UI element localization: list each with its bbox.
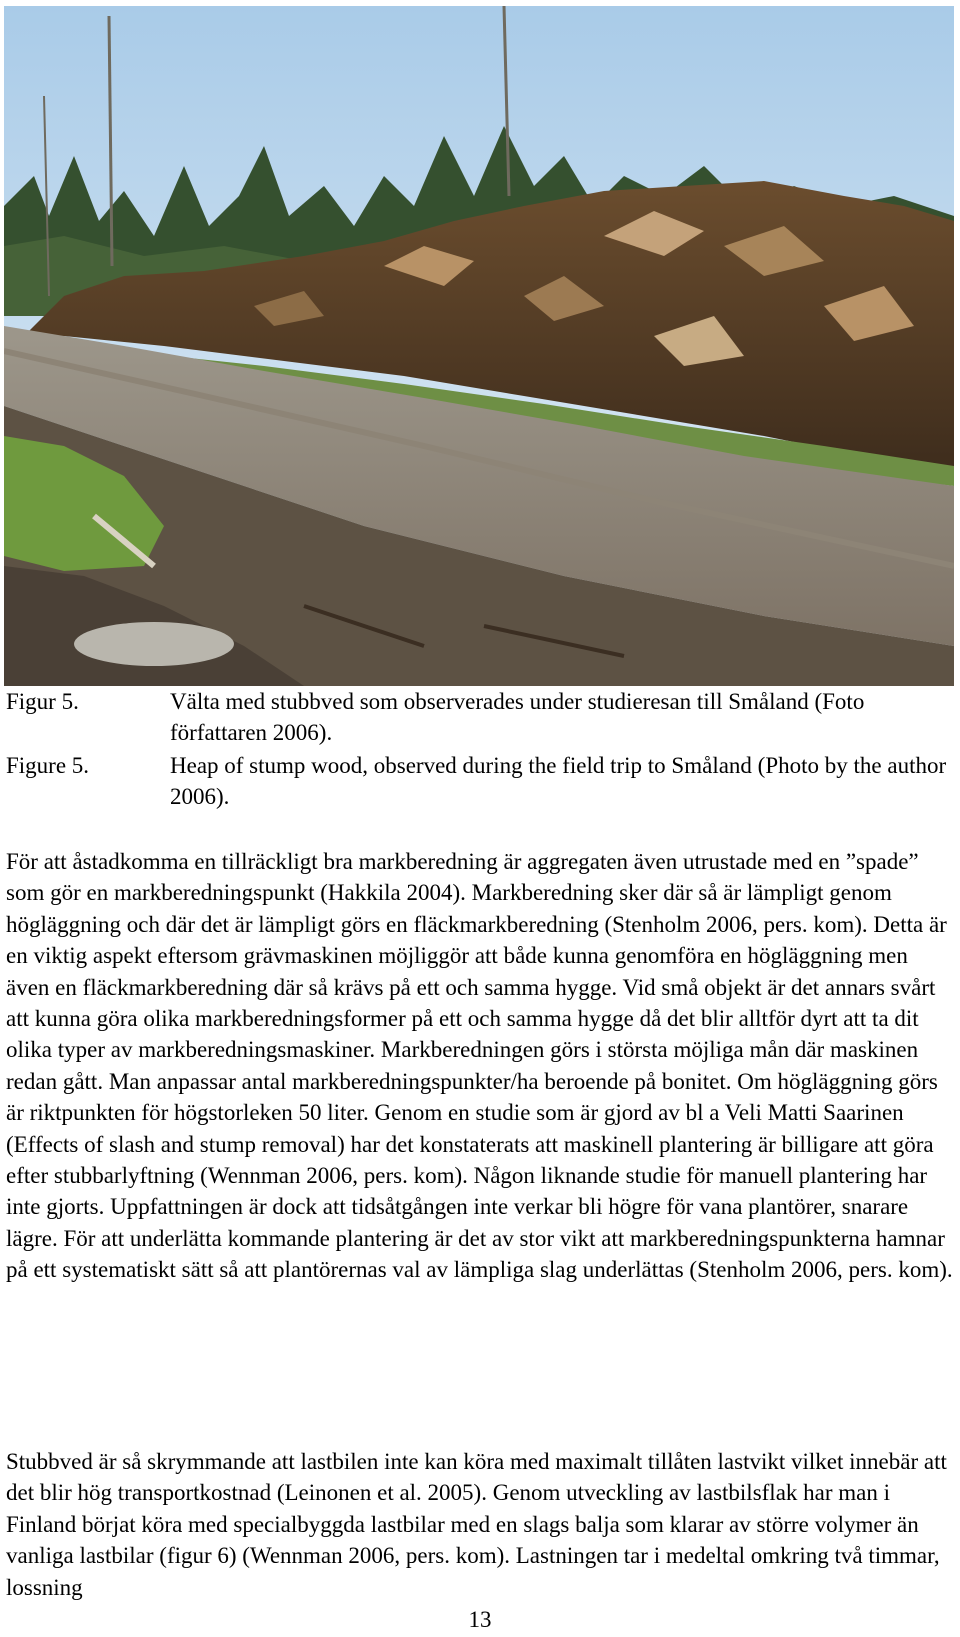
body-paragraph-2: Stubbved är så skrymmande att lastbilen inte kan köra med maximalt tillåten lastvikt vilket innebär att det blir hög transportkostnad (Leinonen et al. 2005). Genom utveckling av lastbilsflak har man i Finland börjat köra med specialbyggda lastbilar med en slags balja som klarar av större volymer än vanliga lastbilar (figur 6) (Wennman 2006, pers. kom). Lastningen tar i medeltal omkring två timmar, lossning <box>6 1449 947 1600</box>
page-number: 13 <box>468 1607 492 1632</box>
figure-caption-swedish-text: Välta med stubbved som observerades under studieresan till Småland (Foto författaren 2006). <box>170 689 865 745</box>
figure-label-english: Figure 5. <box>6 753 90 778</box>
stump-wood-photo <box>4 6 954 686</box>
body-paragraph-1: För att åstadkomma en tillräckligt bra markberedning är aggregaten även utrustade med en ”spade” som gör en markberedningspunkt (Hakkila 2004). Markberedning sker där så är lämpligt genom högläggning och där det är lämpligt görs en fläckmarkberedning (Stenholm 2006, pers. kom). Detta är en viktig aspekt eftersom grävmaskinen möjliggör att både kunna genomföra en högläggning men även en fläckmarkberedning där så krävs på ett och samma hygge. Vid små objekt är det annars svårt att kunna göra olika markberedningsformer på ett och samma hygge då det blir alltför dyrt att ta dit olika typer av markberedningsmaskiner. Markberedningen görs i största möjliga mån där maskinen redan gått. Man anpassar antal markberedningspunkter/ha beroende på bonitet. Om högläggning görs är riktpunkten för högstorleken 50 liter. Genom en studie som är gjord av bl a Veli Matti Saarinen (Effects of slash and stump removal) har det konstaterats att maskinell plantering är billigare att göra efter stubbarlyftning (Wennman 2006, pers. kom). Någon liknande studie för manuell plantering har inte gjorts. Uppfattningen är dock att tidsåtgången inte verkar bli högre för vana plantörer, snarare lägre. För att underlätta kommande plantering är det av stor vikt att markberedningspunkterna hamnar på ett systematiskt sätt så att plantörernas val av lämpliga slag underlättas (Stenholm 2006, pers. kom). <box>6 849 953 1283</box>
figure-label-swedish: Figur 5. <box>6 689 79 714</box>
figure-caption-english-text: Heap of stump wood, observed during the field trip to Småland (Photo by the author 2006). <box>170 753 947 809</box>
